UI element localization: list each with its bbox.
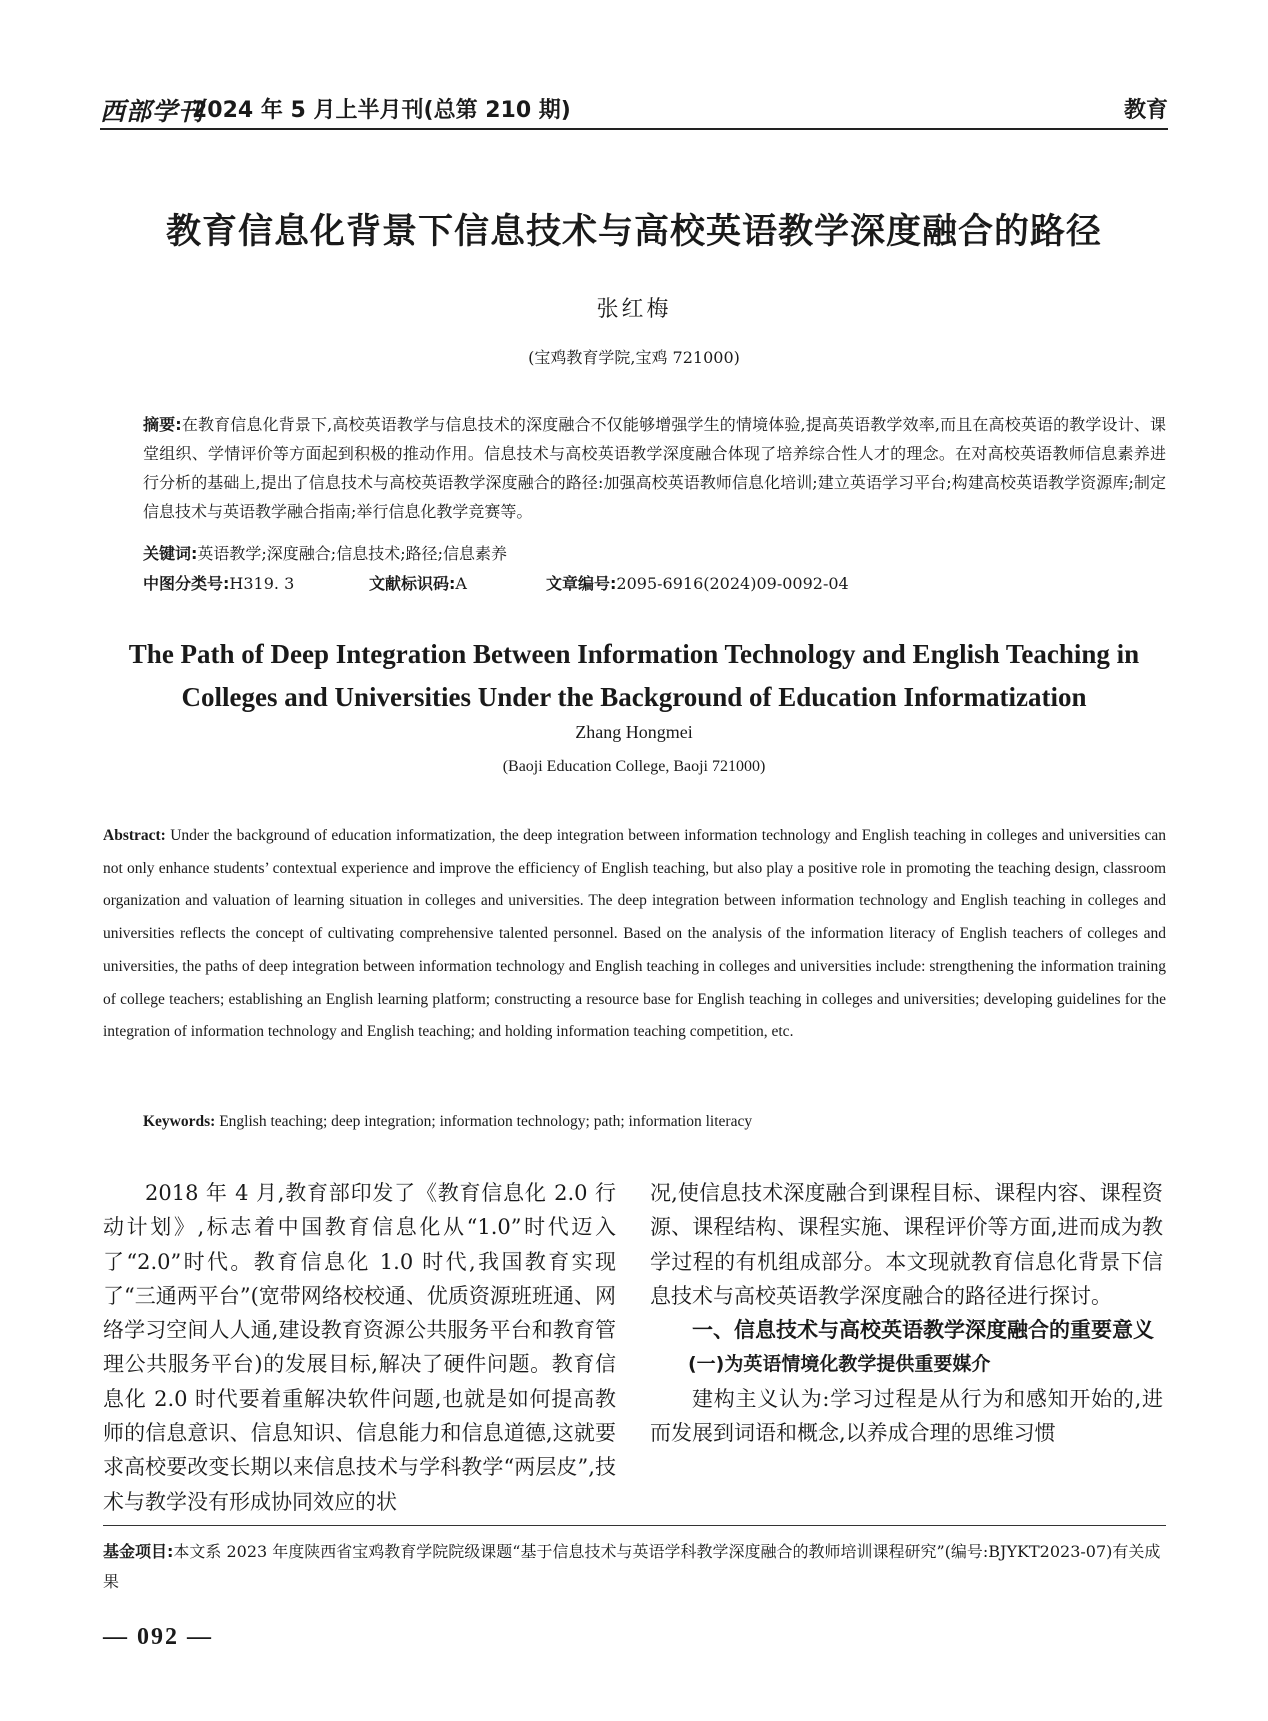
chinese-abstract-label: 摘要:: [143, 415, 182, 434]
funding-footnote: [103, 1537, 1166, 1597]
journal-logo: 西部学刊: [100, 97, 205, 126]
chinese-author: 张红梅: [596, 297, 672, 322]
chinese-keywords-text: 英语教学;深度融合;信息技术;路径;信息素养: [197, 544, 507, 563]
document-code-label: 文献标识码:: [369, 574, 456, 593]
english-keywords-text: English teaching; deep integration; information technology; path; information literacy: [219, 1113, 753, 1130]
english-abstract: [103, 820, 1166, 1049]
clc-number: [143, 569, 369, 598]
running-header: [100, 88, 1168, 130]
clc-value: H319. 3: [229, 574, 295, 593]
page-number: — 092 —: [103, 1624, 213, 1650]
section-label: 教育: [1123, 98, 1168, 123]
chinese-abstract-text: 在教育信息化背景下,高校英语教学与信息技术的深度融合不仅能够增强学生的情境体验,提高英语教学效率,而且在高校英语的教学设计、课堂组织、学情评价等方面起到积极的推动作用。信息技术与高校英语教学深度融合体现了培养综合性人才的理念。在对高校英语教师信息素养进行分析的基础上,提出了信息技术与高校英语教学深度融合的路径:加强高校英语教师信息化培训;建立英语学习平台;构建高校英语教学资源库;制定信息技术与英语教学融合指南;举行信息化教学竞赛等。: [143, 415, 1166, 521]
subsection-heading-1: (一)为英语情境化教学提供重要媒介: [688, 1353, 991, 1376]
chinese-abstract: [143, 410, 1166, 526]
document-code-value: A: [455, 574, 467, 593]
english-abstract-text: Under the background of education informatization, the deep integration between information technology and English teaching in colleges and universities can not only enhance students’ contextual experience and improve the efficiency of English teaching, but also play a positive role in promoting the teaching design, classroom organization and valuation of learning situation in colleges and universities. The deep integration between information technology and English teaching in colleges and universities reflects the concept of cultivating comprehensive talented personnel. Based on the analysis of the information literacy of English teachers of colleges and universities, the paths of deep integration between information technology and English teaching in colleges and universities include: strengthening the information training of college teachers; establishing an English learning platform; constructing a resource base for English teaching in colleges and universities; developing guidelines for the integration of information technology and English teaching; and holding information teaching competition, etc.: [103, 827, 1167, 1041]
document-code: [369, 569, 546, 598]
classification-line: [143, 569, 1166, 598]
funding-label: 基金项目:: [103, 1542, 174, 1561]
funding-text: 本文系 2023 年度陕西省宝鸡教育学院院级课题“基于信息技术与英语学科教学深度融合的教师培训课程研究”(编号:BJYKT2023-07)有关成果: [103, 1542, 1161, 1591]
english-keywords-label: Keywords:: [143, 1113, 216, 1130]
intro-paragraph: 2018 年 4 月,教育部印发了《教育信息化 2.0 行动计划》,标志着中国教育信息化从“1.0”时代迈入了“2.0”时代。教育信息化 1.0 时代,我国教育实现了“三通两平台”(宽带网络校校通、优质资源班班通、网络学习空间人人通,建设教育资源公共服务平台和教育管理公共服务平台)的发展目标,解决了硬件问题。教育信息化 2.0 时代要着重解决软件问题,也就是如何提高教师的信息意识、信息知识、信息能力和信息道德,这就要求高校要改变长期以来信息技术与学科教学“两层皮”,技术与教学没有形成协同效应的状: [103, 1181, 616, 1514]
article-number: [546, 569, 849, 598]
chinese-keywords: [143, 539, 1166, 568]
clc-label: 中图分类号:: [143, 574, 230, 593]
chinese-affiliation: (宝鸡教育学院,宝鸡 721000): [528, 348, 740, 367]
english-abstract-label: Abstract:: [103, 827, 166, 844]
chinese-title: 教育信息化背景下信息技术与高校英语教学深度融合的路径: [165, 212, 1102, 252]
issue-info: 2024 年 5 月上半月刊(总第 210 期): [192, 98, 571, 123]
body-left-column: [103, 1176, 616, 1519]
section-heading-1: 一、信息技术与高校英语教学深度融合的重要意义: [692, 1318, 1154, 1343]
chinese-keywords-label: 关键词:: [143, 544, 198, 563]
constructivism-paragraph: 建构主义认为:学习过程是从行为和感知开始的,进而发展到词语和概念,以养成合理的思维习惯: [650, 1386, 1163, 1446]
intro-paragraph-continued: 况,使信息技术深度融合到课程目标、课程内容、课程资源、课程结构、课程实施、课程评价等方面,进而成为教学过程的有机组成部分。本文现就教育信息化背景下信息技术与高校英语教学深度融合的路径进行探讨。: [650, 1181, 1163, 1308]
english-keywords: [143, 1113, 1166, 1131]
article-number-value: 2095-6916(2024)09-0092-04: [616, 574, 849, 593]
article-number-label: 文章编号:: [546, 574, 617, 593]
footnote-divider: [103, 1525, 1166, 1526]
english-author: Zhang Hongmei: [575, 722, 693, 742]
body-right-column: [650, 1176, 1163, 1450]
english-title: The Path of Deep Integration Between Information Technology and English Teaching in Colleges and Universities Under the Background of Education Informatization: [128, 639, 1140, 712]
english-affiliation: (Baoji Education College, Baoji 721000): [502, 758, 766, 775]
